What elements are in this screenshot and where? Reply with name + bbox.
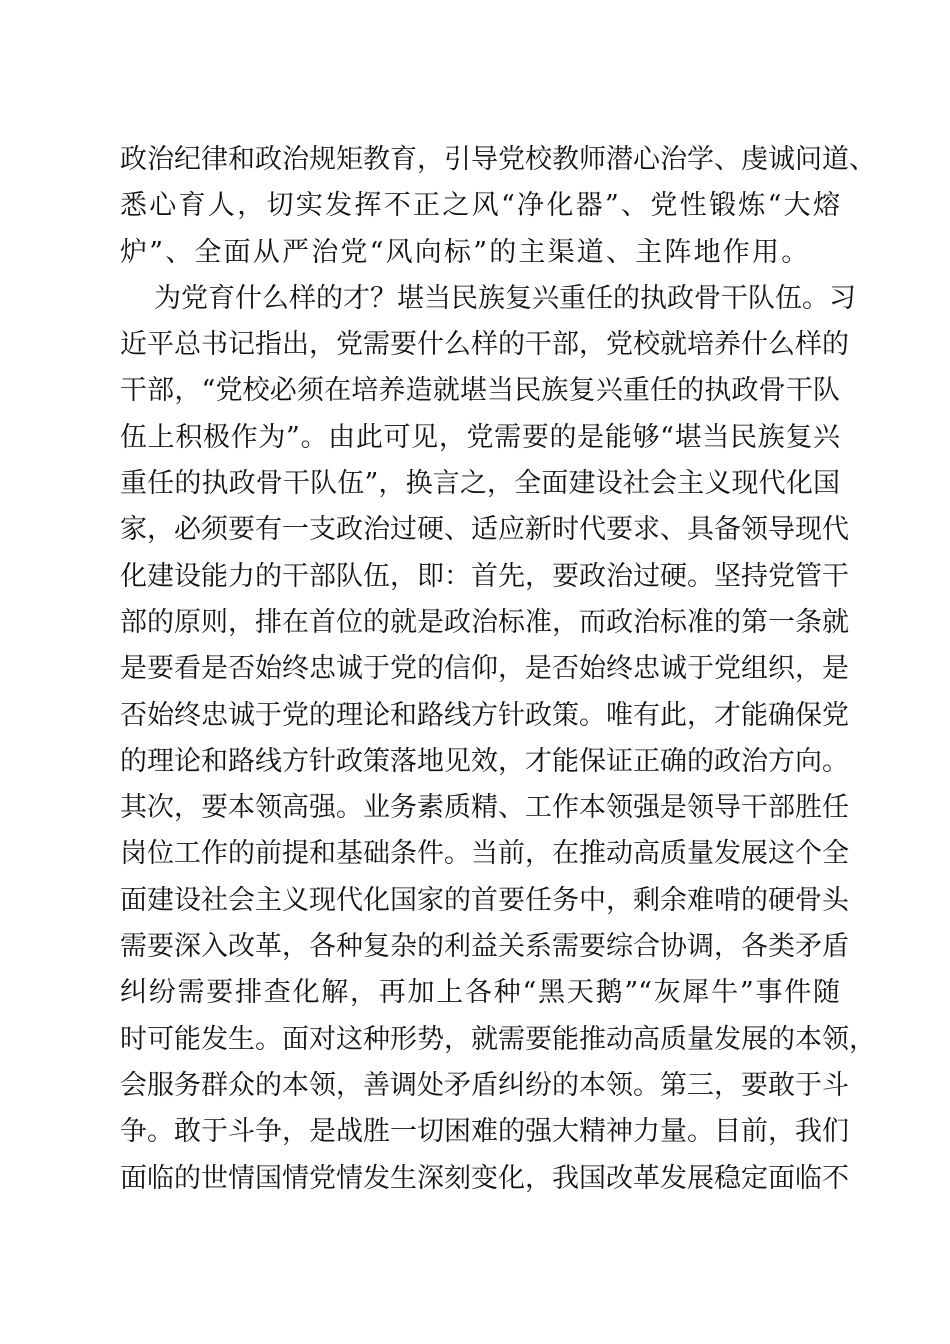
text-line: 重任的执政骨干队伍”，换言之，全面建设社会主义现代化国 [120,468,840,500]
text-line: 炉”、全面从严治党“风向标”的主渠道、主阵地作用。 [120,236,811,268]
text-line: 需要深入改革，各种复杂的利益关系需要综合协调，各类矛盾 [120,931,849,963]
text-line: 悉心育人，切实发挥不正之风“净化器”、党性锻炼“大熔 [120,190,840,222]
text-line: 的理论和路线方针政策落地见效，才能保证正确的政治方向。 [120,745,849,777]
text-line: 纠纷需要排查化解，再加上各种“黑天鹅”“灰犀牛”事件随 [120,977,840,1009]
text-line: 会服务群众的本领，善调处矛盾纠纷的本领。第三，要敢于斗 [120,1069,849,1101]
text-line: 岗位工作的前提和基础条件。当前，在推动高质量发展这个全 [120,838,849,870]
text-line: 干部，“党校必须在培养造就堪当民族复兴重任的执政骨干队 [120,375,840,407]
text-line: 家，必须要有一支政治过硬、适应新时代要求、具备领导现代 [120,514,849,546]
body-text [120,137,876,1202]
text-line: 化建设能力的干部队伍，即：首先，要政治过硬。坚持党管干 [120,560,849,592]
text-line: 争。敢于斗争，是战胜一切困难的强大精神力量。目前，我们 [120,1116,849,1148]
text-line: 否始终忠诚于党的理论和路线方针政策。唯有此，才能确保党 [120,699,849,731]
text-line: 政治纪律和政治规矩教育，引导党校教师潜心治学、虔诚问道、 [120,144,876,175]
text-line: 近平总书记指出，党需要什么样的干部，党校就培养什么样的 [120,329,849,361]
text-line: 时可能发生。面对这种形势，就需要能推动高质量发展的本领， [120,1023,876,1055]
text-line: 伍上积极作为”。由此可见，党需要的是能够“堪当民族复兴 [120,421,840,453]
text-line: 部的原则，排在首位的就是政治标准，而政治标准的第一条就 [120,606,849,638]
text-line: 其次，要本领高强。业务素质精、工作本领强是领导干部胜任 [120,792,849,824]
text-line: 是要看是否始终忠诚于党的信仰，是否始终忠诚于党组织，是 [120,653,849,685]
text-line: 面建设社会主义现代化国家的首要任务中，剩余难啃的硬骨头 [120,884,849,916]
text-line: 面临的世情国情党情发生深刻变化，我国改革发展稳定面临不 [120,1162,849,1194]
text-line: 为党育什么样的才？堪当民族复兴重任的执政骨干队伍。习 [154,282,856,314]
